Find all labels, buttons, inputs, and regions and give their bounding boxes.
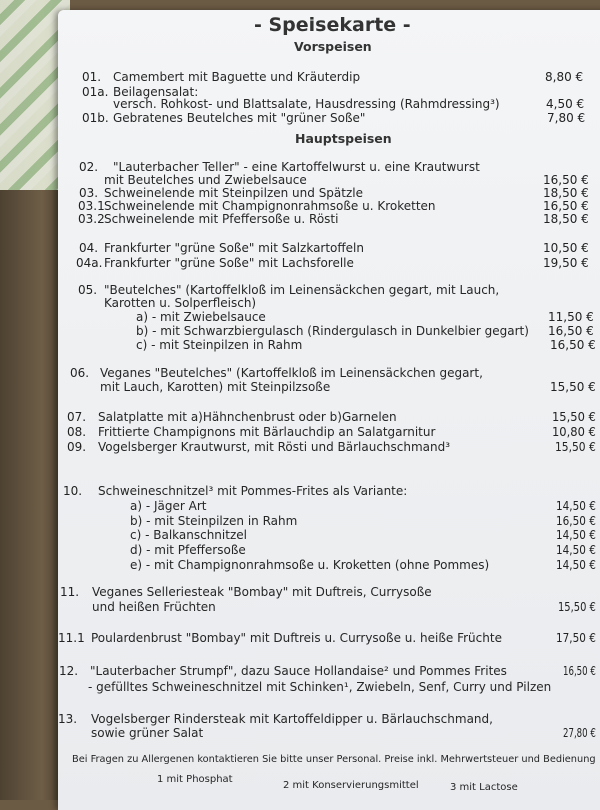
item-price: 15,50 € [558,600,596,614]
item-text: a) - mit Zwiebelsauce [136,310,266,324]
item-number: 08. [67,425,87,439]
section-heading-hauptspeisen: Hauptspeisen [295,131,392,146]
item-price: 16,50 € [548,324,594,338]
item-text: Frankfurter "grüne Soße" mit Salzkartoffeln [104,241,364,255]
item-text: Frittierte Champignons mit Bärlauchdip an Salatgarnitur [98,425,436,439]
section-heading-vorspeisen: Vorspeisen [294,39,372,54]
item-price: 16,50 € [550,338,596,352]
item-price: 18,50 € [543,186,589,200]
item-price: 10,80 € [552,425,596,439]
item-text: Poulardenbrust "Bombay" mit Duftreis u. Currysoße u. heiße Früchte [91,631,502,645]
item-text: Schweinelende mit Steinpilzen und Spätzle [104,186,364,200]
allergen-1: 1 mit Phosphat [157,774,233,785]
item-price: 15,50 € [550,380,596,394]
item-price: 11,50 € [548,310,594,324]
item-price: 7,80 € [547,111,586,125]
item-text: Veganes "Beutelches" (Kartoffelkloß im Leinensäckchen gegart, [100,366,483,380]
item-text: Karotten u. Solperfleisch) [104,296,257,310]
item-price: 14,50 € [556,543,596,557]
item-number: 01a. [82,85,109,99]
item-price: 8,80 € [545,70,584,84]
item-text: Vogelsberger Rindersteak mit Kartoffeldipper u. Bärlauchschmand, [91,712,493,726]
item-number: 06. [70,366,90,380]
item-number: 04. [79,241,99,255]
item-price: 16,50 € [543,173,589,187]
item-price: 16,50 € [556,514,596,528]
item-text: b) - mit Schwarzbiergulasch (Rindergulasch in Dunkelbier gegart) [136,324,529,338]
item-text: Gebratenes Beutelches mit "grüner Soße" [113,111,366,125]
item-price: 16,50 € [563,664,596,678]
item-text: e) - mit Champignonrahmsoße u. Kroketten (ohne Pommes) [130,558,490,572]
item-text: - gefülltes Schweineschnitzel mit Schinken¹, Zwiebeln, Senf, Curry und Pilzen [88,680,552,694]
menu-title: - Speisekarte - [254,14,411,36]
item-price: 14,50 € [556,558,596,572]
item-number: 01. [82,70,102,84]
allergen-3: 3 mit Lactose [450,782,518,793]
item-text: mit Beutelches und Zwiebelsauce [104,173,307,187]
item-price: 17,50 € [556,631,596,645]
item-price: 14,50 € [556,499,596,513]
item-price: 27,80 € [563,726,596,740]
item-text: Schweinelende mit Champignonrahmsoße u. Kroketten [104,199,436,213]
allergen-2: 2 mit Konservierungsmittel [283,780,419,791]
item-text: d) - mit Pfeffersoße [130,543,246,557]
item-text: "Beutelches" (Kartoffelkloß im Leinensäckchen gegart, mit Lauch, [104,283,500,297]
item-text: Camembert mit Baguette und Kräuterdip [113,70,361,84]
item-text: Schweineschnitzel³ mit Pommes-Frites als Variante: [98,484,408,498]
item-number: 03.1 [78,199,105,213]
item-text: Vogelsberger Krautwurst, mit Rösti und Bärlauchschmand³ [98,440,451,454]
item-text: b) - mit Steinpilzen in Rahm [130,514,298,528]
item-text: Veganes Selleriesteak "Bombay" mit Duftreis, Currysoße [92,585,432,599]
item-number: 04a. [76,256,103,270]
item-price: 15,50 € [555,440,596,454]
item-text: und heißen Früchten [92,600,216,614]
item-number: 13. [58,712,78,726]
item-text: Salatplatte mit a)Hähnchenbrust oder b)Garnelen [98,410,397,424]
item-text: Beilagensalat: [113,85,199,99]
allergen-note: Bei Fragen zu Allergenen kontaktieren Sie bitte unser Personal. Preise inkl. Mehrwertsteuer und Bedienung [72,754,596,765]
item-number: 09. [67,440,87,454]
item-text: mit Lauch, Karotten) mit Steinpilzsoße [100,380,331,394]
item-text: "Lauterbacher Strumpf", dazu Sauce Hollandaise² und Pommes Frites [90,664,507,678]
item-price: 14,50 € [556,528,596,542]
item-number: 11. [60,585,80,599]
item-text: versch. Rohkost- und Blattsalate, Hausdressing (Rahmdressing³) [113,97,500,111]
item-number: 11.1 [58,631,85,645]
item-number: 03.2 [78,212,105,226]
item-number: 01b. [82,111,109,125]
item-number: 02. [79,160,99,174]
item-price: 19,50 € [543,256,589,270]
item-number: 07. [67,410,87,424]
item-number: 12. [59,664,79,678]
item-text: sowie grüner Salat [91,726,204,740]
item-text: c) - mit Steinpilzen in Rahm [136,338,303,352]
item-number: 03. [79,186,99,200]
item-price: 10,50 € [543,241,589,255]
item-price: 15,50 € [552,410,596,424]
item-text: "Lauterbacher Teller" - eine Kartoffelwurst u. eine Krautwurst [113,160,480,174]
item-price: 4,50 € [546,97,585,111]
item-number: 10. [63,484,83,498]
item-number: 05. [78,283,98,297]
item-text: Frankfurter "grüne Soße" mit Lachsforelle [104,256,354,270]
item-text: a) - Jäger Art [130,499,207,513]
item-price: 16,50 € [543,199,589,213]
item-price: 18,50 € [543,212,589,226]
item-text: c) - Balkanschnitzel [130,528,247,542]
item-text: Schweinelende mit Pfeffersoße u. Rösti [104,212,339,226]
